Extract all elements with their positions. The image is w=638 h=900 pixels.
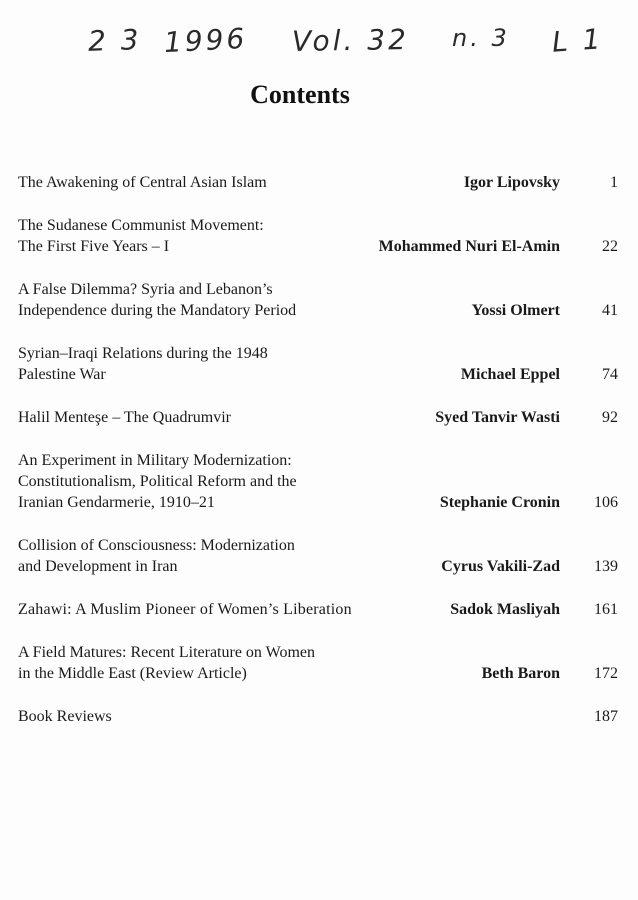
page-title: Contents bbox=[250, 80, 350, 109]
toc-entry-page: 139 bbox=[594, 558, 618, 575]
toc-entry-title: A Field Matures: Recent Literature on Women in the Middle East (Review Article) bbox=[18, 644, 316, 682]
toc-entry-author: Stephanie Cronin bbox=[439, 494, 560, 511]
toc-entry-title: Zahawi: A Muslim Pioneer of Women’s Liberation bbox=[18, 601, 352, 618]
handwritten-annotation bbox=[0, 21, 638, 68]
toc-entry bbox=[18, 642, 618, 684]
toc-entry-title: Halil Menteşe – The Quadrumvir bbox=[18, 409, 231, 426]
toc-entry-title: Syrian–Iraqi Relations during the 1948 Palestine War bbox=[18, 345, 268, 383]
toc-entry-title: An Experiment in Military Modernization: Constitutionalism, Political Reform and the Iranian Gendarmerie, 1910–21 bbox=[18, 452, 297, 511]
toc-entry-page: 74 bbox=[602, 366, 618, 383]
handwritten-day: 2 3 bbox=[87, 23, 143, 58]
toc-entry-page: 1 bbox=[610, 174, 618, 191]
toc-entry bbox=[18, 706, 618, 727]
table-of-contents bbox=[18, 172, 618, 727]
handwritten-year: 1996 bbox=[163, 21, 249, 60]
toc-entry-page: 172 bbox=[594, 665, 618, 682]
handwritten-mark: L 1 bbox=[550, 22, 605, 59]
toc-entry-title: Collision of Consciousness: Modernization and Development in Iran bbox=[18, 537, 295, 575]
toc-entry-author: Mohammed Nuri El-Amin bbox=[378, 238, 560, 255]
toc-entry-title: The Sudanese Communist Movement: The First Five Years – I bbox=[18, 217, 264, 255]
toc-entry-author: Cyrus Vakili-Zad bbox=[441, 558, 560, 575]
toc-entry-author: Beth Baron bbox=[481, 665, 560, 682]
toc-entry bbox=[18, 215, 618, 257]
toc-entry-author: Igor Lipovsky bbox=[463, 174, 560, 191]
handwritten-number: n. 3 bbox=[452, 24, 510, 52]
toc-entry bbox=[18, 599, 618, 620]
toc-entry-page: 106 bbox=[594, 494, 618, 511]
toc-entry-author: Sadok Masliyah bbox=[450, 601, 560, 618]
toc-entry bbox=[18, 343, 618, 385]
toc-entry-author: Michael Eppel bbox=[460, 366, 560, 383]
toc-entry-title: Book Reviews bbox=[18, 708, 112, 725]
toc-entry-title: A False Dilemma? Syria and Lebanon’s Independence during the Mandatory Period bbox=[18, 281, 297, 319]
toc-entry bbox=[18, 450, 618, 513]
handwritten-volume: Vol. 32 bbox=[291, 22, 410, 59]
toc-entry-page: 41 bbox=[602, 302, 618, 319]
toc-entry-author: Yossi Olmert bbox=[471, 302, 560, 319]
toc-entry bbox=[18, 535, 618, 577]
toc-entry-page: 92 bbox=[602, 409, 618, 426]
toc-entry-page: 22 bbox=[602, 238, 618, 255]
toc-entry bbox=[18, 172, 618, 193]
toc-entry-page: 161 bbox=[594, 601, 618, 618]
toc-entry bbox=[18, 407, 618, 428]
toc-entry-author: Syed Tanvir Wasti bbox=[435, 409, 560, 426]
toc-entry-title: The Awakening of Central Asian Islam bbox=[18, 174, 267, 191]
toc-entry-page: 187 bbox=[594, 708, 618, 725]
toc-entry bbox=[18, 279, 618, 321]
